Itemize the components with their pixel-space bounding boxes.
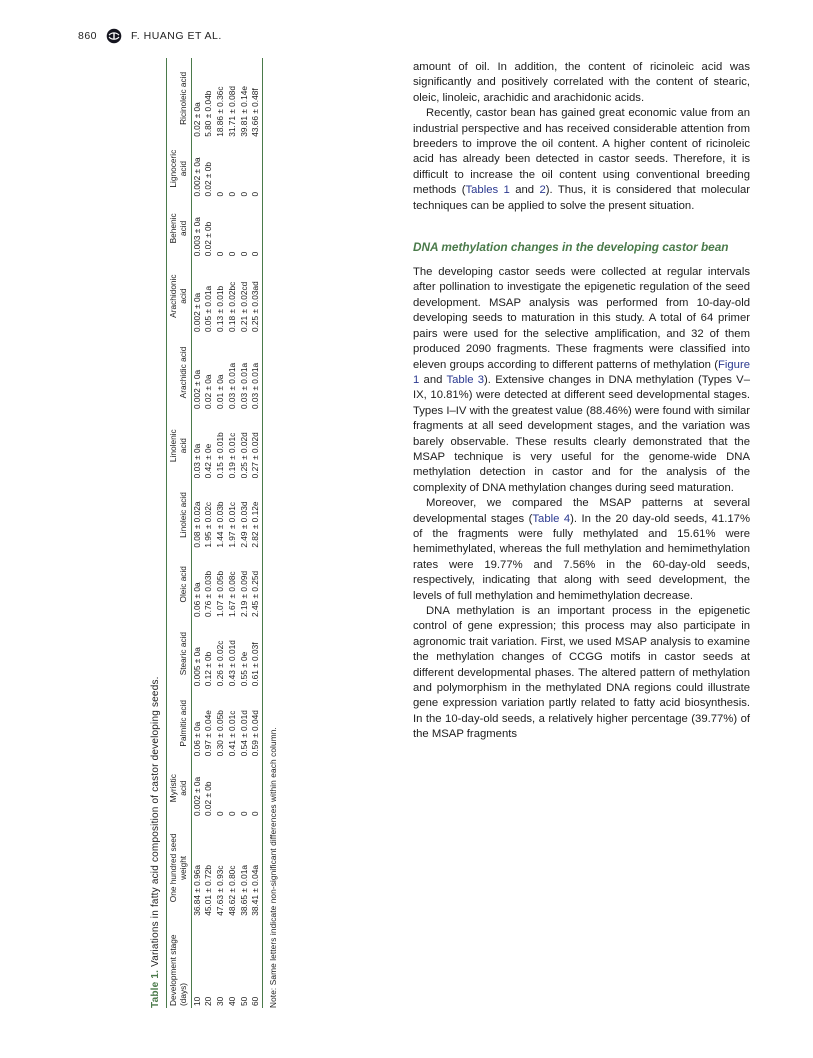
table-cell: 40: [226, 996, 237, 1006]
table-cell: 0.30 ± 0.05b: [215, 710, 226, 757]
table-caption-text: Variations in fatty acid composition of castor developing seeds.: [150, 676, 161, 970]
table-cell: 30: [215, 996, 226, 1006]
table-cell: 0.54 ± 0.01d: [238, 710, 249, 757]
table-cell: 47.63 ± 0.93c: [215, 865, 226, 916]
table-cell: 0.18 ± 0.02bc: [226, 281, 237, 332]
paragraph-msap-patterns: [413, 496, 750, 604]
table-cell: 43.66 ± 0.48f: [250, 88, 261, 137]
table-cell: 0.97 ± 0.04e: [203, 710, 214, 757]
column-header: Linolenic acid: [167, 411, 192, 480]
column-header: Arachidic acid: [167, 334, 192, 411]
table-cell: 38.65 ± 0.01a: [238, 865, 249, 916]
table-cell: 2.19 ± 0.09d: [238, 570, 249, 617]
table-cell: 0: [250, 251, 261, 257]
column-header: One hundred seed weight: [167, 818, 192, 918]
text-run: ). In the 20 day-old seeds, 41.17% of the fragments were fully methylated and 15.61% were hemimethylated, whereas the full methylation and hemimethylation rates were 19.77% and 7.56% in the 60-day-old seeds, respectively, indicating that along with seed development, the levels of full methylation and hemimethylation decrease.: [413, 512, 750, 602]
table-cell: 1.07 ± 0.05b: [215, 570, 226, 617]
text-run: Moreover, we compared the MSAP patterns at several developmental stages (: [413, 497, 750, 525]
table-cell: 50: [238, 996, 249, 1006]
table-cell: 60: [250, 996, 261, 1006]
table-cell: 0.21 ± 0.02cd: [238, 281, 249, 332]
table-cell: 0.002 ± 0a: [191, 157, 202, 197]
table-cell: 0.19 ± 0.01c: [226, 432, 237, 479]
table-cell: 0: [250, 191, 261, 197]
paragraph-castor-economic: [413, 106, 750, 214]
body-text-column: [413, 60, 750, 743]
table-cell: 20: [203, 996, 214, 1006]
table-cell: 0.25 ± 0.03ad: [250, 281, 261, 332]
citation-link[interactable]: Figure 1: [413, 358, 750, 386]
table-cell: 0.55 ± 0e: [238, 651, 249, 687]
table-cell: 1.97 ± 0.01c: [226, 502, 237, 548]
text-run: and: [419, 373, 447, 386]
column-header: Ricinoleic acid: [167, 58, 192, 139]
table-cell: 2.49 ± 0.03d: [238, 501, 249, 548]
table-cell: 0.12 ± 0b: [203, 651, 214, 687]
table-cell: 2.82 ± 0.12e: [250, 501, 261, 548]
table-cell: 0.42 ± 0e: [203, 443, 214, 479]
table-cell: 0.03 ± 0.01a: [238, 362, 249, 410]
table-cell: 0: [250, 811, 261, 816]
publisher-logo-icon: [106, 28, 122, 44]
table-cell: 1.44 ± 0.03b: [215, 501, 226, 548]
column-header: Palmitic acid: [167, 688, 192, 758]
table-cell: 0.06 ± 0a: [191, 721, 202, 757]
table-cell: 48.62 ± 0.80c: [226, 865, 237, 916]
table-cell: 0: [215, 251, 226, 257]
citation-link[interactable]: Table 4: [532, 512, 571, 525]
table-cell: 0.02 ± 0b: [203, 221, 214, 257]
paragraph-oil-content: amount of oil. In addition, the content of ricinoleic acid was significantly and positively correlated with the content of stearic, oleic, linoleic, arachidic and arachidonic acids.: [413, 61, 750, 104]
column-header: Stearic acid: [167, 619, 192, 688]
table-cell: 0: [226, 191, 237, 197]
table-cell: 45.01 ± 0.72b: [203, 865, 214, 916]
table-row: [250, 58, 262, 1008]
table-cell: 1.67 ± 0.08c: [226, 571, 237, 617]
table-cell: 0: [226, 251, 237, 257]
table-cell: 0: [215, 811, 226, 816]
running-header: [78, 28, 222, 44]
table-cell: 1.95 ± 0.02c: [203, 502, 214, 548]
table-cell: 0.06 ± 0a: [191, 582, 202, 617]
table-cell: 0.003 ± 0a: [191, 217, 202, 257]
table-cell: 0: [238, 811, 249, 816]
table-cell: 0: [215, 191, 226, 197]
table-cell: 0.59 ± 0.04d: [250, 710, 261, 757]
table-note: Note: Same letters indicate non-significant differences within each column.: [268, 727, 279, 1008]
table-cell: 0.03 ± 0.01a: [226, 362, 237, 410]
column-header: Development stage (days): [167, 918, 192, 1008]
column-header: Myristic acid: [167, 758, 192, 818]
page-number: 860: [78, 30, 98, 42]
table-caption-label: Table 1.: [150, 969, 161, 1008]
text-run: ). Thus, it is considered that molecular techniques can be applied to solve the present situation.: [413, 184, 751, 212]
table-cell: 31.71 ± 0.08d: [226, 86, 237, 137]
table-cell: 0.05 ± 0.01a: [203, 285, 214, 332]
table-cell: 0.02 ± 0b: [203, 161, 214, 197]
column-header: Behenic acid: [167, 199, 192, 259]
table-cell: 0.02 ± 0a: [191, 102, 202, 137]
table-cell: 0.25 ± 0.02d: [238, 432, 249, 479]
table-cell: 10: [191, 996, 202, 1006]
table-cell: 0.26 ± 0.02c: [215, 640, 226, 687]
column-header: Linoleic acid: [167, 480, 192, 549]
text-run: and: [509, 184, 540, 197]
table-cell: 39.81 ± 0.14e: [238, 86, 249, 137]
column-header: Oleic acid: [167, 550, 192, 619]
table-cell: 0.43 ± 0.01d: [226, 640, 237, 687]
table-cell: 0.61 ± 0.03f: [250, 642, 261, 687]
text-run: Recently, castor bean has gained great economic value from an industrial perspective and has received considerable attention from breeders to improve the oil content. A higher content of ricinoleic acid has already been detected in castor seeds. Therefore, it is difficult to increase the oil content using conventional breeding methods (: [413, 107, 750, 197]
table-cell: 0.002 ± 0a: [191, 369, 202, 410]
citation-link[interactable]: Tables 1: [465, 184, 510, 197]
section-heading: DNA methylation changes in the developing castor bean: [413, 240, 729, 255]
table-cell: 0.03 ± 0.01a: [250, 362, 261, 410]
table-cell: 36.84 ± 0.96a: [191, 865, 202, 916]
table-row: [203, 58, 215, 1008]
table-cell: 0.76 ± 0.03b: [203, 570, 214, 617]
running-authors: F. HUANG ET AL.: [131, 30, 222, 42]
table-row: [191, 58, 203, 1008]
paragraph-dna-methylation: DNA methylation is an important process in the epigenetic control of gene expression; this process may also participate in agronomic trait variation. First, we used MSAP analysis to examine the methylation changes of CCGG motifs in castor seeds at different developmental phases. The altered pattern of methylation and polymorphism in the methylated DNA regions could illustrate gene expression variation partly related to fatty acid biosynthesis. In the 10-day-old seeds, a relatively higher percentage (39.77%) of the MSAP fragments: [413, 605, 750, 741]
table-cell: 0.15 ± 0.01b: [215, 432, 226, 479]
table-cell: 0.002 ± 0a: [191, 776, 202, 816]
table-cell: 0: [238, 251, 249, 257]
table-row: [239, 58, 251, 1008]
table-cell: 0.41 ± 0.01c: [226, 710, 237, 757]
table-1-rotated-block: [150, 58, 278, 1008]
table-cell: 0.002 ± 0a: [191, 292, 202, 332]
citation-link[interactable]: Table 3: [446, 373, 485, 386]
table-cell: 0.02 ± 0a: [203, 374, 214, 410]
table-cell: 18.86 ± 0.36c: [215, 86, 226, 137]
table-row: [215, 58, 227, 1008]
column-header: Lignoceric acid: [167, 139, 192, 199]
paragraph-msap-analysis: [413, 265, 750, 496]
text-run: The developing castor seeds were collected at regular intervals after pollination to investigate the epigenetic regulation of the seed development. MSAP analysis was performed from 10-day-old developing seeds to maturation in this study. A total of 64 primer pairs were used for the selective amplification, and 32 of them produced 2090 fragments. These fragments were classified into eleven groups according to different patterns of methylation (: [413, 266, 750, 371]
table-cell: 0.27 ± 0.02d: [250, 432, 261, 479]
table-cell: 0: [226, 811, 237, 816]
text-run: ). Extensive changes in DNA methylation (Types V–IX, 10.81%) were detected at different seed developmental stages. Types I–IV with the greatest value (88.46%) were found with similar fragments at all seed development stages, and the variation was barely observable. These results clearly demonstrated that the MSAP technique is very useful for the genome-wide DNA methylation detection in castor and for the analysis of the complexity of DNA methylation changes during seed maturation.: [413, 373, 751, 494]
table-cell: 0.13 ± 0.01b: [215, 285, 226, 332]
table-cell: 0.005 ± 0a: [191, 647, 202, 687]
table-cell: 38.41 ± 0.04a: [250, 865, 261, 916]
citation-link[interactable]: 2: [539, 184, 546, 197]
table-cell: 2.45 ± 0.25d: [250, 570, 261, 617]
table-cell: 0.01 ± 0a: [215, 374, 226, 410]
table-row: [227, 58, 239, 1008]
table-cell: 0: [238, 191, 249, 197]
table-header-row: [167, 58, 192, 1008]
table-cell: 0.03 ± 0a: [191, 443, 202, 479]
table-caption: [150, 58, 161, 1008]
table-cell: 5.80 ± 0.04b: [203, 90, 214, 137]
table-cell: 0.08 ± 0.02a: [191, 501, 202, 548]
table-cell: 0.02 ± 0b: [203, 781, 214, 816]
column-header: Arachidonic acid: [167, 258, 192, 334]
fatty-acid-table: [166, 58, 263, 1008]
